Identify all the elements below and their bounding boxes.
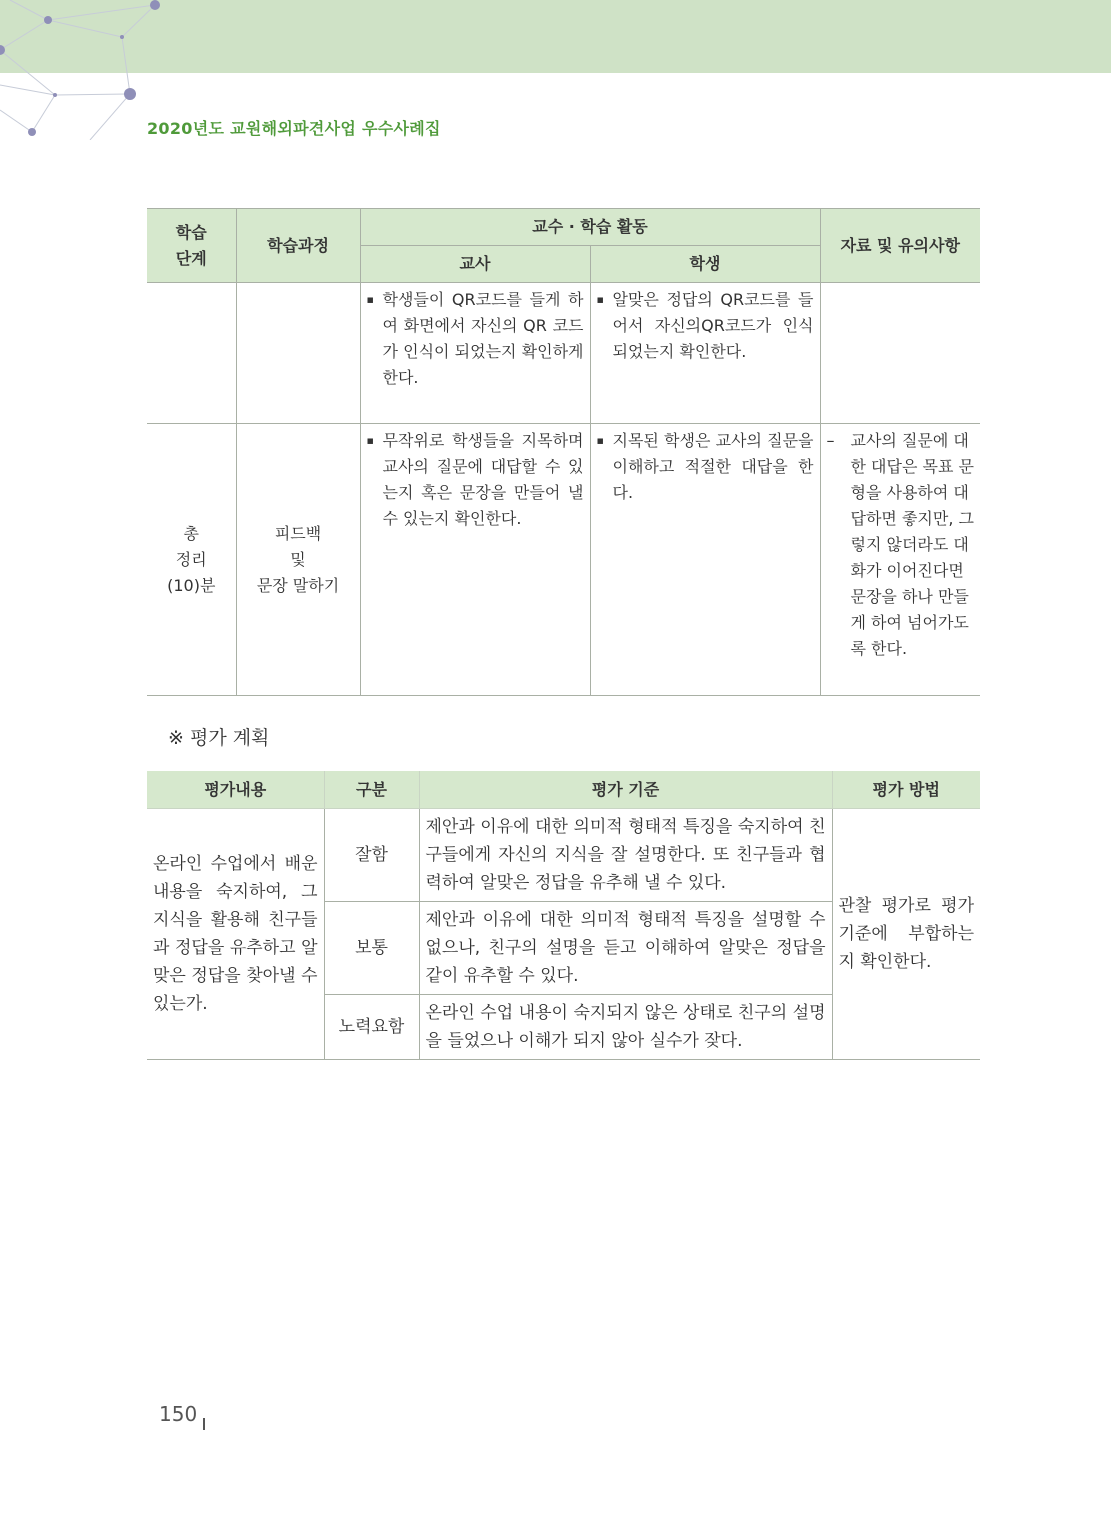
process-cell: 피드백 및 문장 말하기	[236, 424, 360, 696]
student-activity-text: 지목된 학생은 교사의 질문을 이해하고 적절한 대답을 한다.	[612, 431, 814, 502]
criteria-cell: 온라인 수업 내용이 숙지되지 않은 상태로 친구의 설명을 들었으나 이해가 되지 않아 실수가 잦다.	[419, 995, 832, 1060]
teacher-activity-text: 무작위로 학생들을 지목하며 교사의 질문에 대답할 수 있는지 혹은 문장을 만들어 낼 수 있는지 확인한다.	[382, 431, 584, 528]
document-title: 2020년도 교원해외파견사업 우수사례집	[147, 119, 441, 138]
notes-text: 교사의 질문에 대한 대답은 목표 문형을 사용하여 대답하면 좋지만, 그렇지 않더라도 대화가 이어진다면 문장을 하나 만들게 하여 넘어가도록 한다.	[850, 431, 974, 658]
table-row	[147, 283, 980, 424]
header-stage: 학습 단계	[147, 209, 236, 283]
evaluation-table	[147, 771, 980, 1060]
criteria-cell: 제안과 이유에 대한 의미적 형태적 특징을 설명할 수 없으나, 친구의 설명을 듣고 이해하여 알맞은 정답을 같이 유추할 수 있다.	[419, 902, 832, 995]
student-cell	[590, 283, 820, 424]
notes-cell	[820, 424, 980, 696]
header-method: 평가 방법	[832, 771, 980, 809]
header-process: 학습과정	[236, 209, 360, 283]
stage-cell: 총 정리 (10)분	[147, 424, 236, 696]
level-cell: 잘함	[324, 809, 419, 902]
bullet-marker: ▪	[366, 434, 374, 447]
header-content: 평가내용	[147, 771, 324, 809]
student-activity-text: 알맞은 정답의 QR코드를 들어서 자신의QR코드가 인식 되었는지 확인한다.	[612, 290, 814, 361]
bullet-marker: ▪	[596, 293, 604, 306]
process-cell	[236, 283, 360, 424]
stage-cell	[147, 283, 236, 424]
bullet-marker: ▪	[596, 434, 604, 447]
student-cell	[590, 424, 820, 696]
lesson-plan-table	[147, 208, 980, 696]
notes-cell	[820, 283, 980, 424]
level-cell: 노력요함	[324, 995, 419, 1060]
level-cell: 보통	[324, 902, 419, 995]
teacher-cell	[360, 283, 590, 424]
header-level: 구분	[324, 771, 419, 809]
evaluation-section-title: ※ 평가 계획	[168, 727, 270, 749]
eval-content-cell: 온라인 수업에서 배운 내용을 숙지하여, 그 지식을 활용해 친구들과 정답을 유추하고 알맞은 정답을 찾아낼 수 있는가.	[147, 809, 324, 1060]
dash-marker: –	[826, 431, 835, 450]
table-row	[147, 809, 980, 902]
header-teacher: 교사	[360, 246, 590, 283]
teacher-cell	[360, 424, 590, 696]
header-activity: 교수 · 학습 활동	[360, 209, 820, 246]
table-row	[147, 424, 980, 696]
page-number: 150	[159, 1402, 198, 1426]
page-number-divider	[203, 1418, 205, 1430]
header-notes: 자료 및 유의사항	[820, 209, 980, 283]
header-student: 학생	[590, 246, 820, 283]
teacher-activity-text: 학생들이 QR코드를 들게 하여 화면에서 자신의 QR 코드가 인식이 되었는지 확인하게 한다.	[382, 290, 584, 387]
criteria-cell: 제안과 이유에 대한 의미적 형태적 특징을 숙지하여 친구들에게 자신의 지식을 잘 설명한다. 또 친구들과 협력하여 알맞은 정답을 유추해 낼 수 있다.	[419, 809, 832, 902]
header-criteria: 평가 기준	[419, 771, 832, 809]
bullet-marker: ▪	[366, 293, 374, 306]
eval-method-cell: 관찰 평가로 평가 기준에 부합하는지 확인한다.	[832, 809, 980, 1060]
